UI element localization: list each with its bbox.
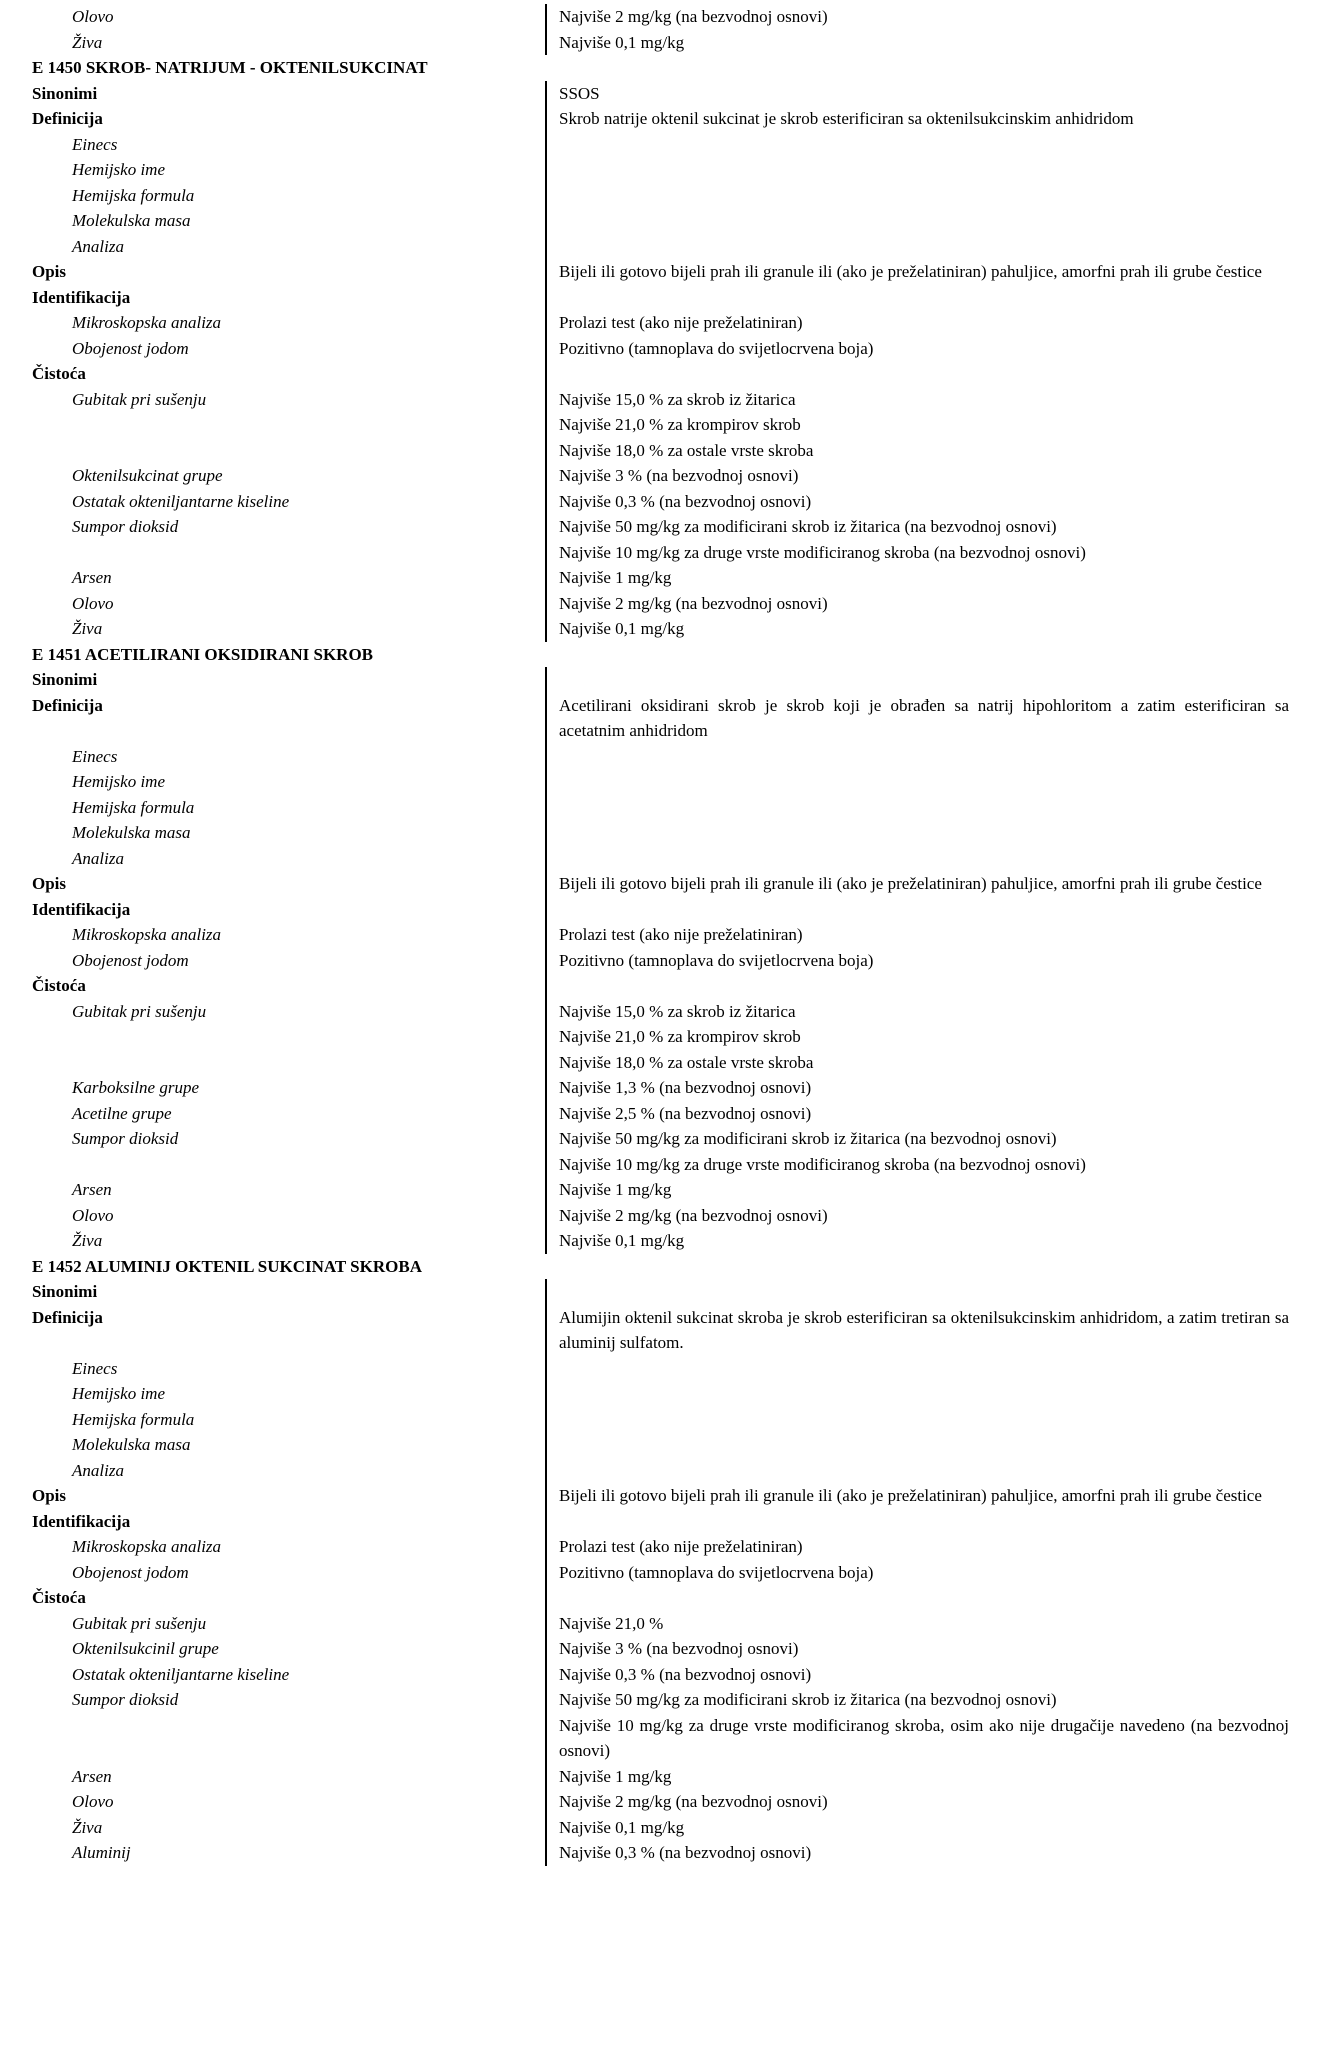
property-label: Živa — [72, 1231, 103, 1250]
property-value: Najviše 1 mg/kg — [545, 565, 1289, 591]
property-label: Hemijsko ime — [72, 1384, 166, 1403]
spec-row-molekulska-masa — [0, 820, 1340, 846]
property-value — [545, 234, 1289, 260]
spec-row-continuation — [0, 1050, 1340, 1076]
property-value: Najviše 2,5 % (na bezvodnoj osnovi) — [545, 1101, 1289, 1127]
spec-row-cistoca — [0, 973, 1340, 999]
spec-row-mikroskopska-analiza — [0, 1534, 1340, 1560]
property-label: Gubitak pri sušenju — [72, 1613, 207, 1633]
property-label: Gubitak pri sušenju — [72, 389, 207, 409]
spec-row-definicija — [0, 106, 1340, 132]
spec-row-einecs — [0, 132, 1340, 158]
property-value — [545, 208, 1289, 234]
spec-row-sinonimi — [0, 1279, 1340, 1305]
property-label: Analiza — [72, 848, 124, 868]
property-value: Prolazi test (ako nije preželatiniran) — [545, 1534, 1289, 1560]
spec-row-obojenost-jodom — [0, 948, 1340, 974]
property-value — [545, 744, 1289, 770]
property-label: Sumpor dioksid — [72, 517, 179, 536]
property-value: Najviše 21,0 % za krompirov skrob — [545, 1024, 1289, 1050]
property-value: Najviše 18,0 % za ostale vrste skroba — [545, 438, 1289, 464]
property-label: Obojenost jodom — [72, 338, 189, 358]
property-label: Ostatak okteniljantarne kiseline — [72, 491, 290, 511]
property-label: Olovo — [72, 7, 114, 26]
property-value: Najviše 1,3 % (na bezvodnoj osnovi) — [545, 1075, 1289, 1101]
section-heading: E 1452 ALUMINIJ OKTENIL SUKCINAT SKROBA — [32, 1256, 422, 1276]
property-value: Najviše 50 mg/kg za modificirani skrob iz žitarica (na bezvodnoj osnovi) — [545, 1126, 1289, 1152]
property-label: Sinonimi — [32, 1282, 98, 1301]
spec-row-olovo — [0, 1203, 1340, 1229]
property-value: Bijeli ili gotovo bijeli prah ili granule ili (ako je preželatiniran) pahuljice, amorfni prah ili grube čestice — [545, 871, 1289, 897]
property-value: Najviše 10 mg/kg za druge vrste modificiranog skroba (na bezvodnoj osnovi) — [545, 1152, 1289, 1178]
property-value — [545, 1356, 1289, 1382]
spec-row-obojenost-jodom — [0, 1560, 1340, 1586]
property-label: Ostatak okteniljantarne kiseline — [72, 1664, 290, 1684]
property-label: Čistoća — [32, 976, 86, 995]
property-label — [0, 1050, 545, 1076]
property-value — [545, 1509, 1289, 1535]
property-value: Alumijin oktenil sukcinat skroba je skrob esterificiran sa oktenilsukcinskim anhidridom, a zatim tretiran sa aluminij sulfatom. — [545, 1305, 1289, 1356]
spec-row-hemijsko-ime — [0, 157, 1340, 183]
property-label: Hemijska formula — [72, 1409, 195, 1429]
property-value — [545, 1458, 1289, 1484]
property-label: Obojenost jodom — [72, 950, 189, 970]
property-label — [0, 412, 545, 438]
property-label: Živa — [72, 1817, 103, 1837]
property-label: Čistoća — [32, 364, 86, 383]
property-value — [545, 1585, 1289, 1611]
spec-row-analiza — [0, 846, 1340, 872]
property-label: Molekulska masa — [72, 1435, 191, 1454]
property-label: Olovo — [72, 1205, 114, 1225]
property-value — [545, 285, 1289, 311]
spec-row-hemijsko-ime — [0, 769, 1340, 795]
spec-row-ostatak-okteniljantarne-kiseline — [0, 489, 1340, 515]
spec-row-identifikacija — [0, 1509, 1340, 1535]
spec-row-ziva — [0, 1815, 1340, 1841]
property-label: Opis — [32, 1486, 67, 1505]
spec-row-arsen — [0, 1177, 1340, 1203]
spec-row-analiza — [0, 234, 1340, 260]
property-label — [0, 540, 545, 566]
property-label: Analiza — [72, 236, 124, 256]
spec-row-olovo — [0, 4, 1340, 30]
property-value — [545, 1407, 1289, 1433]
spec-row-mikroskopska-analiza — [0, 310, 1340, 336]
property-value: SSOS — [545, 81, 1289, 107]
property-value — [545, 973, 1289, 999]
property-label: Sinonimi — [32, 83, 98, 103]
property-label: Molekulska masa — [72, 823, 191, 842]
property-value: Pozitivno (tamnoplava do svijetlocrvena boja) — [545, 1560, 1289, 1586]
spec-row-ziva — [0, 616, 1340, 642]
spec-row-oktenilsukcinil-grupe — [0, 1636, 1340, 1662]
property-value — [545, 183, 1289, 209]
property-value: Najviše 0,1 mg/kg — [545, 30, 1289, 56]
spec-row-arsen — [0, 565, 1340, 591]
property-label: Hemijsko ime — [72, 772, 166, 791]
property-value: Skrob natrije oktenil sukcinat je skrob esterificiran sa oktenilsukcinskim anhidridom — [545, 106, 1289, 132]
property-label: Einecs — [72, 134, 118, 154]
property-label: Čistoća — [32, 1588, 86, 1607]
spec-row-cistoca — [0, 361, 1340, 387]
property-value: Najviše 2 mg/kg (na bezvodnoj osnovi) — [545, 4, 1289, 30]
property-label: Definicija — [32, 1307, 103, 1327]
property-value — [545, 667, 1289, 693]
property-value — [545, 769, 1289, 795]
property-label — [0, 1713, 545, 1764]
property-label: Sinonimi — [32, 670, 98, 689]
spec-row-opis — [0, 259, 1340, 285]
property-value: Najviše 0,3 % (na bezvodnoj osnovi) — [545, 489, 1289, 515]
property-label: Identifikacija — [32, 1511, 131, 1531]
property-label: Sumpor dioksid — [72, 1129, 179, 1148]
section-heading: E 1450 SKROB- NATRIJUM - OKTENILSUKCINAT — [32, 58, 428, 77]
spec-row-continuation — [0, 1713, 1340, 1764]
property-label: Einecs — [72, 746, 118, 766]
property-label: Sumpor dioksid — [72, 1690, 179, 1709]
spec-row-gubitak-pri-susenju — [0, 387, 1340, 413]
spec-row-continuation — [0, 1152, 1340, 1178]
spec-row-continuation — [0, 412, 1340, 438]
property-value: Najviše 2 mg/kg (na bezvodnoj osnovi) — [545, 1203, 1289, 1229]
property-value — [545, 846, 1289, 872]
spec-row-definicija — [0, 693, 1340, 744]
property-value — [545, 132, 1289, 158]
property-label: Olovo — [72, 1792, 114, 1811]
property-label: Živa — [72, 619, 103, 638]
property-value: Bijeli ili gotovo bijeli prah ili granule ili (ako je preželatiniran) pahuljice, amorfni prah ili grube čestice — [545, 259, 1289, 285]
spec-row-karboksilne-grupe — [0, 1075, 1340, 1101]
property-label: Oktenilsukcinil grupe — [72, 1639, 219, 1658]
property-value: Najviše 21,0 % za krompirov skrob — [545, 412, 1289, 438]
spec-row-sinonimi — [0, 81, 1340, 107]
spec-row-obojenost-jodom — [0, 336, 1340, 362]
spec-row-sumpor-dioksid — [0, 514, 1340, 540]
property-label — [0, 438, 545, 464]
property-value: Najviše 0,1 mg/kg — [545, 1228, 1289, 1254]
spec-row-continuation — [0, 1024, 1340, 1050]
property-label: Identifikacija — [32, 899, 131, 919]
property-label: Molekulska masa — [72, 211, 191, 230]
property-value — [545, 361, 1289, 387]
spec-row-analiza — [0, 1458, 1340, 1484]
property-label: Arsen — [72, 568, 112, 587]
property-label: Identifikacija — [32, 287, 131, 307]
property-value: Najviše 1 mg/kg — [545, 1764, 1289, 1790]
property-value: Najviše 18,0 % za ostale vrste skroba — [545, 1050, 1289, 1076]
property-label: Hemijska formula — [72, 797, 195, 817]
property-value: Najviše 15,0 % za skrob iz žitarica — [545, 387, 1289, 413]
spec-row-hemijska-formula — [0, 1407, 1340, 1433]
property-value — [545, 1381, 1289, 1407]
property-value: Najviše 10 mg/kg za druge vrste modificiranog skroba, osim ako nije drugačije navedeno (na bezvodnoj osnovi) — [545, 1713, 1289, 1764]
property-value: Najviše 50 mg/kg za modificirani skrob iz žitarica (na bezvodnoj osnovi) — [545, 1687, 1289, 1713]
spec-row-hemijska-formula — [0, 183, 1340, 209]
property-label: Aluminij — [72, 1843, 131, 1862]
spec-row-cistoca — [0, 1585, 1340, 1611]
spec-row-oktenilsukcinat-grupe — [0, 463, 1340, 489]
property-label: Hemijska formula — [72, 185, 195, 205]
property-value: Najviše 2 mg/kg (na bezvodnoj osnovi) — [545, 591, 1289, 617]
property-value — [545, 795, 1289, 821]
property-label: Opis — [32, 262, 67, 281]
property-value: Najviše 15,0 % za skrob iz žitarica — [545, 999, 1289, 1025]
spec-row-ziva — [0, 1228, 1340, 1254]
property-value: Najviše 3 % (na bezvodnoj osnovi) — [545, 1636, 1289, 1662]
property-value — [545, 820, 1289, 846]
spec-row-sumpor-dioksid — [0, 1126, 1340, 1152]
spec-row-identifikacija — [0, 897, 1340, 923]
spec-row-identifikacija — [0, 285, 1340, 311]
spec-row-einecs — [0, 744, 1340, 770]
property-value: Najviše 3 % (na bezvodnoj osnovi) — [545, 463, 1289, 489]
property-label: Gubitak pri sušenju — [72, 1001, 207, 1021]
spec-row-definicija — [0, 1305, 1340, 1356]
property-label — [0, 1024, 545, 1050]
spec-row-mikroskopska-analiza — [0, 922, 1340, 948]
property-value: Najviše 50 mg/kg za modificirani skrob iz žitarica (na bezvodnoj osnovi) — [545, 514, 1289, 540]
property-label: Hemijsko ime — [72, 160, 166, 179]
property-label: Opis — [32, 874, 67, 893]
section-heading: E 1451 ACETILIRANI OKSIDIRANI SKROB — [32, 644, 374, 664]
property-value: Prolazi test (ako nije preželatiniran) — [545, 922, 1289, 948]
property-value: Najviše 0,3 % (na bezvodnoj osnovi) — [545, 1662, 1289, 1688]
property-value: Najviše 1 mg/kg — [545, 1177, 1289, 1203]
spec-row-einecs — [0, 1356, 1340, 1382]
property-label: Živa — [72, 32, 103, 52]
property-label: Olovo — [72, 593, 114, 613]
property-value: Acetilirani oksidirani skrob je skrob koji je obrađen sa natrij hipohloritom a zatim esterificiran sa acetatnim anhidridom — [545, 693, 1289, 744]
property-value: Najviše 2 mg/kg (na bezvodnoj osnovi) — [545, 1789, 1289, 1815]
property-label: Analiza — [72, 1460, 124, 1480]
property-value: Pozitivno (tamnoplava do svijetlocrvena boja) — [545, 336, 1289, 362]
property-label: Arsen — [72, 1180, 112, 1199]
spec-row-ziva — [0, 30, 1340, 56]
property-value: Najviše 21,0 % — [545, 1611, 1289, 1637]
spec-row-sinonimi — [0, 667, 1340, 693]
property-label: Mikroskopska analiza — [72, 925, 222, 944]
property-label: Acetilne grupe — [72, 1103, 172, 1123]
spec-row-continuation — [0, 438, 1340, 464]
property-value: Bijeli ili gotovo bijeli prah ili granule ili (ako je preželatiniran) pahuljice, amorfni prah ili grube čestice — [545, 1483, 1289, 1509]
spec-row-acetilne-grupe — [0, 1101, 1340, 1127]
spec-row-olovo — [0, 1789, 1340, 1815]
property-label: Definicija — [32, 109, 103, 128]
property-label: Einecs — [72, 1358, 118, 1378]
property-label: Mikroskopska analiza — [72, 313, 222, 332]
spec-row-opis — [0, 1483, 1340, 1509]
spec-row-hemijska-formula — [0, 795, 1340, 821]
property-label: Karboksilne grupe — [72, 1078, 200, 1097]
spec-row-sumpor-dioksid — [0, 1687, 1340, 1713]
property-value: Najviše 0,1 mg/kg — [545, 616, 1289, 642]
property-value — [545, 1279, 1289, 1305]
spec-row-continuation — [0, 540, 1340, 566]
property-value: Prolazi test (ako nije preželatiniran) — [545, 310, 1289, 336]
property-value — [545, 1432, 1289, 1458]
property-value: Najviše 0,1 mg/kg — [545, 1815, 1289, 1841]
spec-row-hemijsko-ime — [0, 1381, 1340, 1407]
property-label: Arsen — [72, 1766, 112, 1786]
property-label: Oktenilsukcinat grupe — [72, 466, 223, 485]
property-value — [545, 157, 1289, 183]
property-label: Definicija — [32, 695, 103, 715]
spec-row-aluminij — [0, 1840, 1340, 1866]
property-label — [0, 1152, 545, 1178]
spec-row-ostatak-okteniljantarne-kiseline — [0, 1662, 1340, 1688]
property-value — [545, 897, 1289, 923]
spec-row-molekulska-masa — [0, 208, 1340, 234]
property-value: Najviše 10 mg/kg za druge vrste modificiranog skroba (na bezvodnoj osnovi) — [545, 540, 1289, 566]
spec-row-olovo — [0, 591, 1340, 617]
property-label: Mikroskopska analiza — [72, 1537, 222, 1556]
spec-row-molekulska-masa — [0, 1432, 1340, 1458]
spec-row-opis — [0, 871, 1340, 897]
property-value: Najviše 0,3 % (na bezvodnoj osnovi) — [545, 1840, 1289, 1866]
property-label: Obojenost jodom — [72, 1562, 189, 1582]
spec-row-gubitak-pri-susenju — [0, 999, 1340, 1025]
spec-row-arsen — [0, 1764, 1340, 1790]
property-value: Pozitivno (tamnoplava do svijetlocrvena boja) — [545, 948, 1289, 974]
spec-row-gubitak-pri-susenju — [0, 1611, 1340, 1637]
